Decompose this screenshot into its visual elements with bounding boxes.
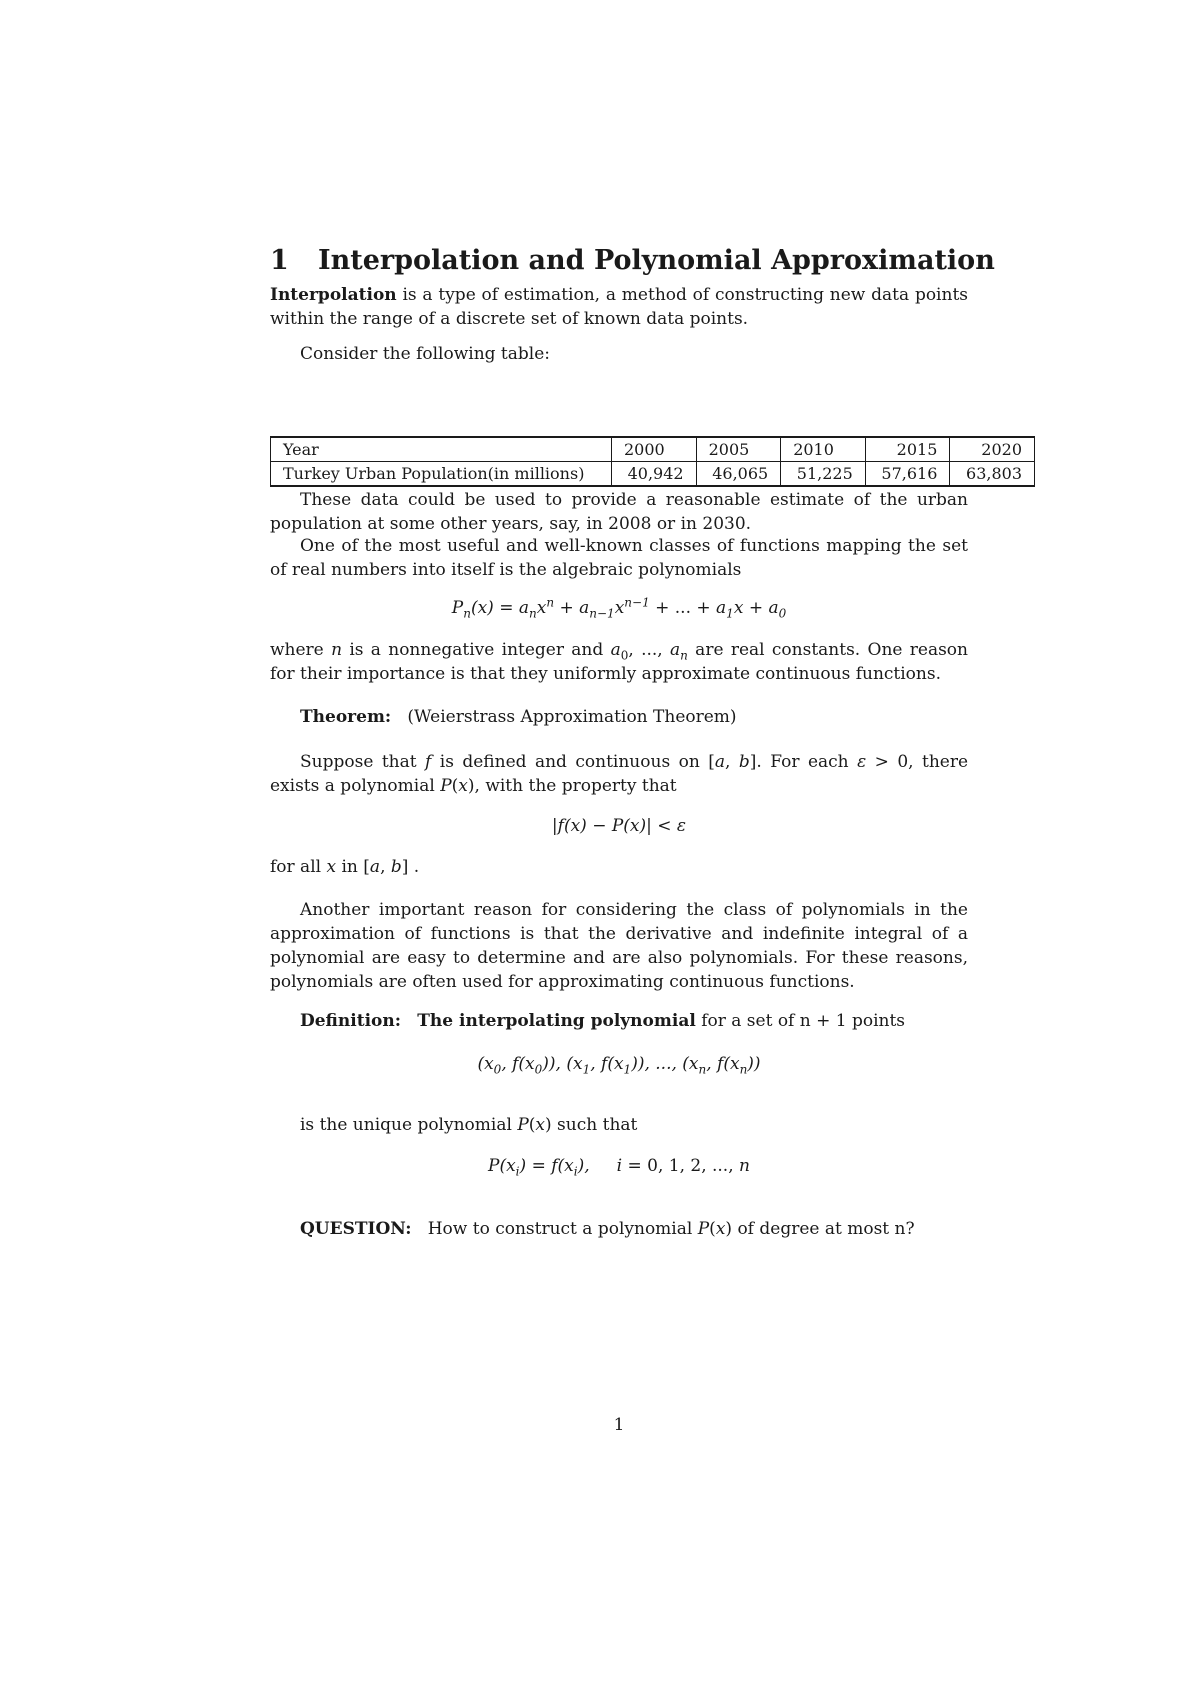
consider-paragraph: Consider the following table: [300, 344, 551, 364]
table-cell: 57,616 [865, 462, 950, 487]
table-row [271, 437, 1035, 462]
table-cell: 46,065 [696, 462, 781, 487]
definition-text: for a set of n + 1 points [695, 1011, 906, 1031]
interpolation-condition-equation: $P(x_i) = f(x_i)$, i = 0, 1, 2, ..., n [488, 1156, 750, 1179]
suppose-paragraph: Suppose that f is defined and continuous on [a, b]. For each ε > 0, there exists a polynomial P(x), with the property that [270, 752, 969, 796]
estimate-paragraph: These data could be used to provide a reasonable estimate of the urban population at some other years, say, in 2008 or in 2030. [270, 490, 968, 534]
theorem-name: (Weierstrass Approximation Theorem) [407, 707, 737, 727]
section-title [270, 244, 995, 278]
table-row [271, 462, 1035, 487]
unique-polynomial-line: is the unique polynomial P(x) such that [300, 1115, 638, 1135]
section-title-text: Interpolation and Polynomial Approximation [318, 245, 995, 276]
table-cell: 63,803 [950, 462, 1035, 487]
definition-term: The interpolating polynomial [417, 1011, 696, 1031]
points-equation: ($x_0$, $f(x_0)$), ($x_1$, $f(x_1)$), ..., ($x_n$, $f(x_n)$) [477, 1054, 761, 1077]
theorem-label: Theorem: [300, 707, 392, 727]
table-cell: 2015 [865, 437, 950, 462]
theorem-heading [270, 705, 968, 729]
section-number: 1 [270, 245, 289, 276]
polynomial-equation: $P_n(x) = a_nx^n + a_{n-1}x^{n-1}$ + ... + $a_1x + a_0$ [451, 595, 787, 621]
intro-text: is a type of estimation, a method of constructing new data points within the range of a discrete set of known data points. [270, 285, 968, 329]
table-cell: 2010 [781, 437, 866, 462]
intro-paragraph [270, 283, 968, 331]
approximation-bound-equation: |f(x) − P(x)| < ε [551, 816, 687, 836]
table-cell: 2000 [612, 437, 697, 462]
page-number: 1 [613, 1415, 625, 1435]
table-cell: 51,225 [781, 462, 866, 487]
table-cell: 40,942 [612, 462, 697, 487]
question-line: QUESTION: How to construct a polynomial P(x) of degree at most n? [300, 1219, 915, 1239]
classes-paragraph: One of the most useful and well-known classes of functions mapping the set of real numbers into itself is the algebraic polynomials [270, 536, 968, 580]
definition-label: Definition: [300, 1011, 402, 1031]
table-cell: 2020 [950, 437, 1035, 462]
where-paragraph: where n is a nonnegative integer and $a_0$, ..., $a_n$ are real constants. One reason for their importance is that they uniformly approximate continuous functions. [270, 640, 968, 684]
population-table [270, 436, 1035, 487]
table-row-header: Year [271, 437, 612, 462]
table-cell: 2005 [696, 437, 781, 462]
another-reason-paragraph: Another important reason for considering the class of polynomials in the approximation of functions is that the derivative and indefinite integral of a polynomial are easy to determine and are also polynomials. For these reasons, polynomials are often used for approximating continuous functions. [270, 900, 968, 992]
question-label: QUESTION: [300, 1219, 412, 1239]
for-all-line: for all x in [a, b] . [270, 857, 420, 877]
definition-paragraph [270, 1009, 968, 1033]
intro-term: Interpolation [270, 285, 397, 305]
table-row-header: Turkey Urban Population(in millions) [271, 462, 612, 487]
